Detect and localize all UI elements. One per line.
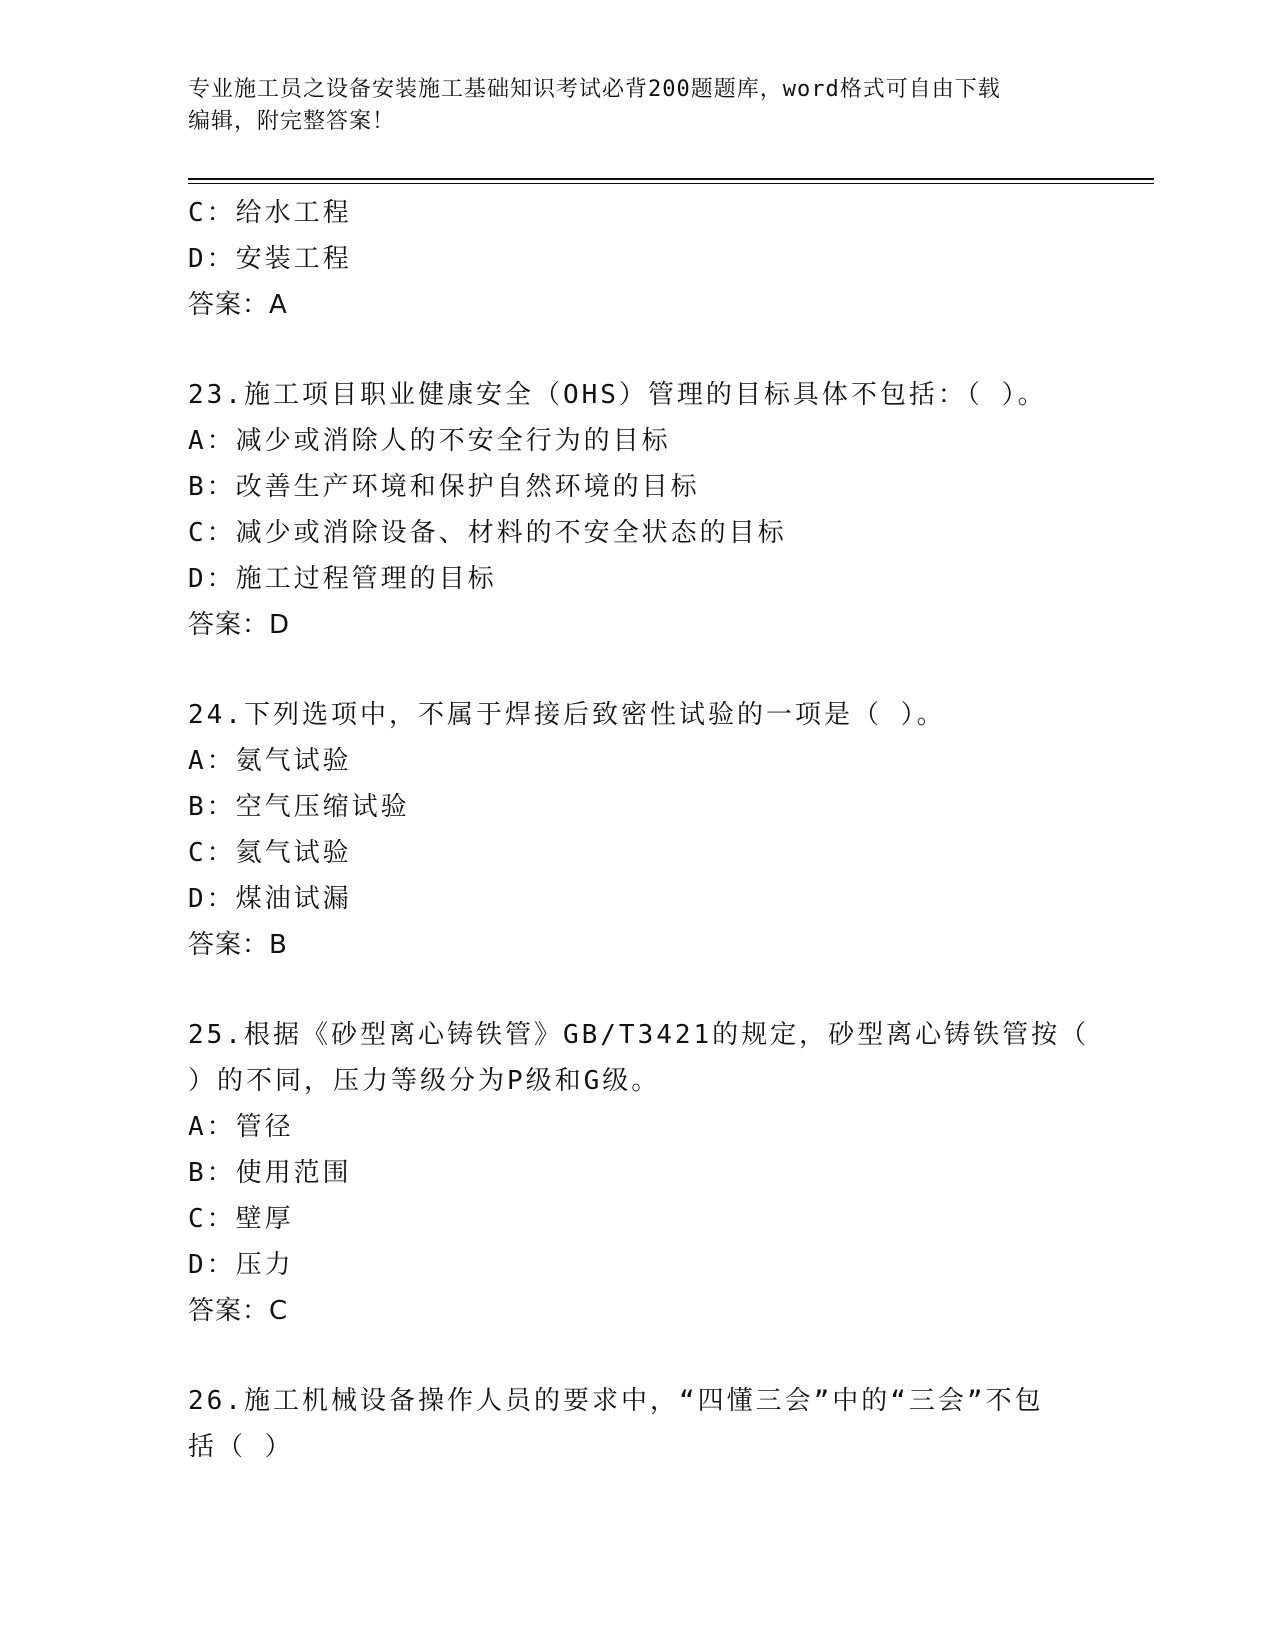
option-c: C：壁厚	[188, 1204, 294, 1234]
option-b: B：使用范围	[188, 1158, 352, 1188]
question-block-23	[188, 372, 1128, 648]
option-d: D：煤油试漏	[188, 884, 352, 914]
spacer	[188, 648, 1128, 692]
option-d: D：压力	[188, 1250, 294, 1280]
option-a: A：减少或消除人的不安全行为的目标	[188, 426, 671, 456]
answer-line: 答案：D	[188, 610, 291, 640]
question-block-25	[188, 1012, 1128, 1334]
question-text-line-1: 26.施工机械设备操作人员的要求中，“四懂三会”中的“三会”不包	[188, 1386, 1044, 1416]
header-line-1: 专业施工员之设备安装施工基础知识考试必背200题题库，word格式可自由下载	[188, 77, 1001, 102]
spacer	[188, 1334, 1128, 1378]
question-text-line-1: 25.根据《砂型离心铸铁管》GB/T3421的规定，砂型离心铸铁管按（	[188, 1020, 1090, 1050]
option-c: C：给水工程	[188, 198, 352, 228]
option-d: D：施工过程管理的目标	[188, 564, 497, 594]
option-a: A：氨气试验	[188, 746, 352, 776]
option-d: D：安装工程	[188, 244, 352, 274]
answer-line: 答案：C	[188, 1296, 289, 1326]
spacer	[188, 328, 1128, 372]
header-line-2: 编辑，附完整答案！	[188, 109, 396, 134]
option-a: A：管径	[188, 1112, 294, 1142]
question-block-26	[188, 1378, 1128, 1470]
header-divider-top	[188, 178, 1154, 180]
option-b: B：空气压缩试验	[188, 792, 410, 822]
question-list	[188, 190, 1128, 1470]
question-text-line-2: ）的不同，压力等级分为P级和G级。	[188, 1066, 661, 1096]
option-c: C：氦气试验	[188, 838, 352, 868]
question-text: 23.施工项目职业健康安全（OHS）管理的目标具体不包括：（ ）。	[188, 380, 1047, 410]
option-c: C：减少或消除设备、材料的不安全状态的目标	[188, 518, 787, 548]
question-block-24	[188, 692, 1128, 968]
spacer	[188, 968, 1128, 1012]
question-text-line-2: 括（ ）	[188, 1432, 294, 1462]
answer-line: 答案：A	[188, 290, 288, 320]
document-header	[188, 74, 1088, 138]
question-block-22	[188, 190, 1128, 328]
answer-line: 答案：B	[188, 930, 288, 960]
header-divider-bottom	[188, 183, 1154, 184]
option-b: B：改善生产环境和保护自然环境的目标	[188, 472, 700, 502]
question-text: 24.下列选项中，不属于焊接后致密性试验的一项是（ ）。	[188, 700, 946, 730]
